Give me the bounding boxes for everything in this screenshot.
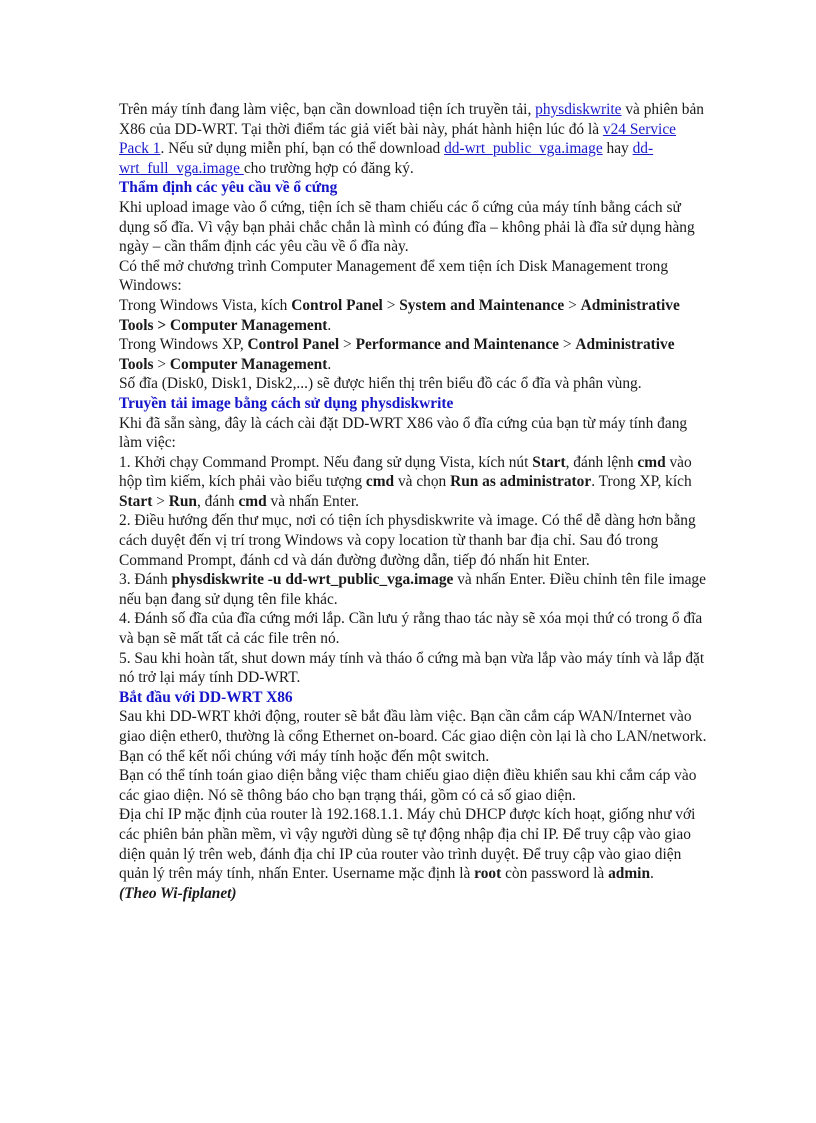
source-credit: (Theo Wi-fiplanet) (119, 884, 237, 902)
article (119, 100, 709, 903)
vista-instructions: Trong Windows Vista, kích Control Panel > System and Maintenance > Administrative Tools > Computer Management. (119, 296, 680, 334)
xp-instructions: Trong Windows XP, Control Panel > Performance and Maintenance > Administrative Tools > Computer Management. (119, 336, 675, 373)
paragraph: Bạn có thể tính toán giao diện bằng việc tham chiếu giao diện điều khiển sau khi cắm cáp vào các giao diện. Nó sẽ thông báo cho bạn trạng thái, gồm có cả số giao diện. (119, 767, 697, 804)
paragraph: Số đĩa (Disk0, Disk1, Disk2,...) sẽ được hiển thị trên biểu đồ các ổ đĩa và phân vùng. (119, 375, 642, 393)
intro-text: . Nếu sử dụng miễn phí, bạn có thể download (160, 140, 445, 158)
physdiskwrite-link[interactable]: physdiskwrite (535, 101, 622, 118)
intro-text: hay (602, 140, 633, 158)
step-3: 3. Đánh physdiskwrite -u dd-wrt_public_vga.image và nhấn Enter. Điều chỉnh tên file image nếu bạn đang sử dụng tên file khác. (119, 571, 706, 608)
paragraph: Địa chỉ IP mặc định của router là 192.168.1.1. Máy chủ DHCP được kích hoạt, giống như với các phiên bản phần mềm, vì vậy người dùng sẽ tự động nhập địa chỉ IP. Để truy cập vào giao diện quản lý trên web, đánh địa chỉ IP của router vào trình duyệt. Để truy cập vào giao diện quản lý trên máy tính, nhấn Enter. Username mặc định là root còn password là admin. (119, 806, 696, 883)
public-vga-image-link[interactable]: dd-wrt_public_vga.image (444, 140, 603, 158)
paragraph: Khi upload image vào ổ cứng, tiện ích sẽ tham chiếu các ổ cứng của máy tính bằng cách sử dụng số đĩa. Vì vậy bạn phải chắc chắn là mình có đúng đĩa – không phải là đĩa sử dụng hàng ngày – cần thẩm định các yêu cầu về ổ đĩa này. (119, 198, 695, 256)
intro-text: và phiên bản X86 của DD-WRT. Tại thời điểm tác giả viết bài này, phát hành hiện lúc đó là (119, 101, 704, 138)
paragraph: Sau khi DD-WRT khởi động, router sẽ bắt đầu làm việc. Bạn cần cắm cáp WAN/Internet vào giao diện ether0, thường là cổng Ethernet on-board. Các giao diện còn lại là cho LAN/network. Bạn có thể kết nối chúng với máy tính hoặc đến một switch. (119, 708, 707, 765)
section-heading-disk-requirements: Thẩm định các yêu cầu về ổ cứng (119, 179, 338, 197)
step-2: 2. Điều hướng đến thư mục, nơi có tiện ích physdiskwrite và image. Có thể dễ dàng hơn bằng cách duyệt đến vị trí trong Windows và copy location từ thanh bar địa chỉ. Sau đó trong Command Prompt, đánh cd và dán đường đường dẫn, tiếp đó nhấn hit Enter. (119, 512, 696, 569)
section-heading-getting-started: Bắt đầu với DD-WRT X86 (119, 688, 293, 706)
intro-paragraph (119, 100, 709, 178)
section-heading-transfer-image: Truyền tải image bằng cách sử dụng physdiskwrite (119, 394, 454, 412)
service-pack-link[interactable]: v24 Service Pack 1 (119, 120, 676, 158)
paragraph: Khi đã sẵn sàng, đây là cách cài đặt DD-WRT X86 vào ổ đĩa cứng của bạn từ máy tính đang làm việc: (119, 414, 688, 452)
paragraph: Có thể mở chương trình Computer Management để xem tiện ích Disk Management trong Windows: (119, 257, 669, 295)
intro-text: cho trường hợp có đăng ký. (243, 159, 414, 177)
intro-text: Trên máy tính đang làm việc, bạn cần download tiện ích truyền tải, (119, 101, 536, 118)
full-vga-image-link[interactable]: dd-wrt_full_vga.image (119, 140, 654, 177)
step-1: 1. Khởi chạy Command Prompt. Nếu đang sử dụng Vista, kích nút Start, đánh lệnh cmd vào hộp tìm kiếm, kích phải vào biểu tượng cmd và chọn Run as administrator. Trong XP, kích Start > Run, đánh cmd và nhấn Enter. (119, 453, 692, 510)
step-5: 5. Sau khi hoàn tất, shut down máy tính và tháo ổ cứng mà bạn vừa lắp vào máy tính và lắp đặt nó trở lại máy tính DD-WRT. (119, 649, 705, 687)
step-4: 4. Đánh số đĩa của đĩa cứng mới lắp. Cần lưu ý rằng thao tác này sẽ xóa mọi thứ có trong ổ đĩa và bạn sẽ mất tất cả các file trên nó. (119, 610, 703, 648)
